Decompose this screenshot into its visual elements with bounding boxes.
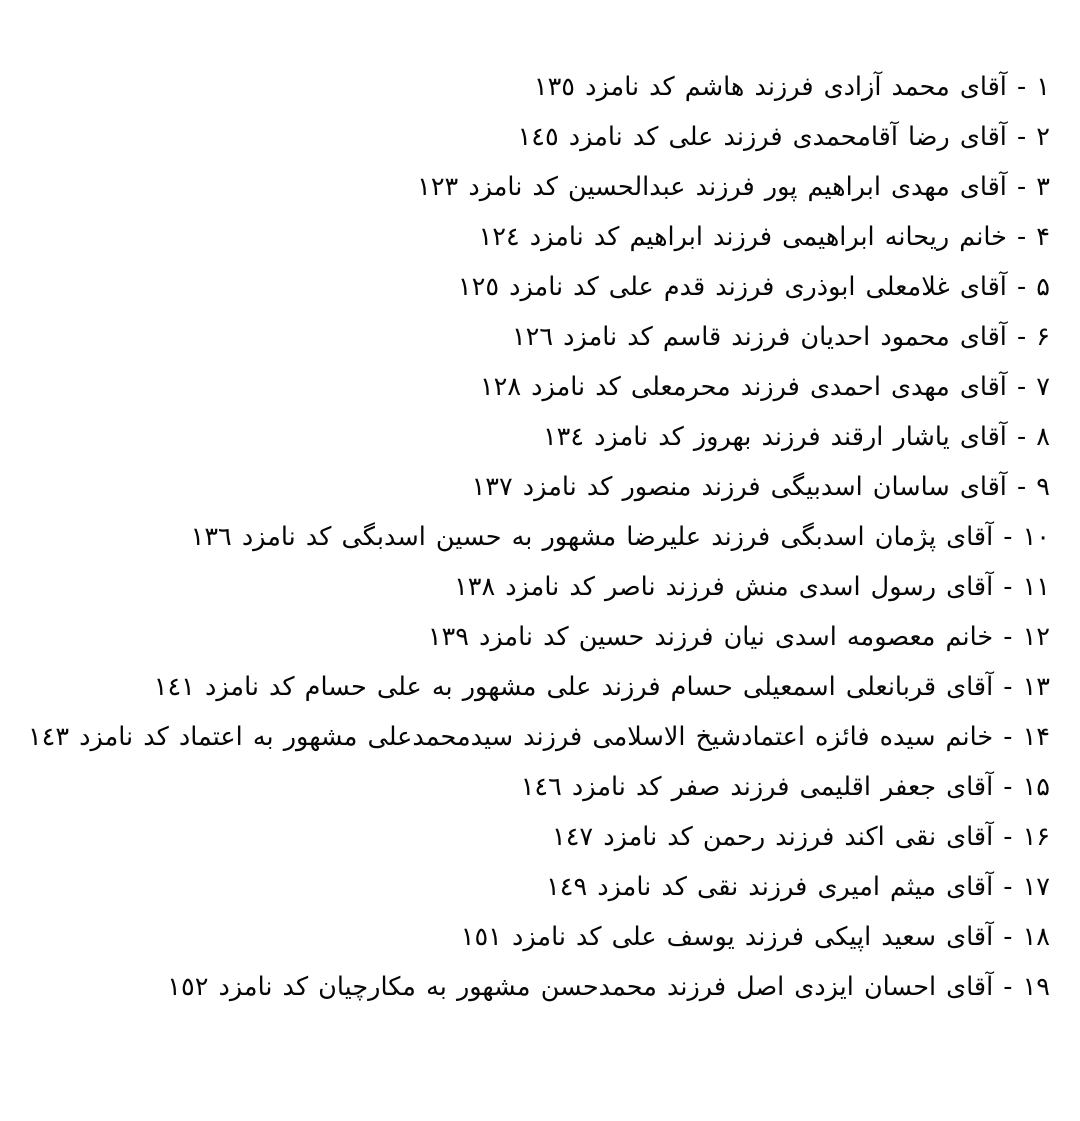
candidate-row-text: آقای رسول اسدی منش فرزند ناصر کد نامزد ١٣٨ bbox=[454, 572, 994, 602]
candidate-row-text: آقای محمد آزادی فرزند هاشم کد نامزد ١٣٥ bbox=[533, 72, 1007, 102]
candidate-row-index: ١ bbox=[1036, 72, 1050, 102]
candidate-row-index: ١۶ bbox=[1022, 822, 1050, 852]
candidate-row bbox=[30, 512, 1050, 562]
candidate-row bbox=[30, 912, 1050, 962]
candidate-row-text: آقای میثم امیری فرزند نقی کد نامزد ١٤٩ bbox=[546, 872, 994, 902]
candidate-row-index: ٣ bbox=[1036, 172, 1050, 202]
candidate-row-separator: - bbox=[1016, 72, 1027, 102]
candidate-row-index: ١۸ bbox=[1022, 922, 1050, 952]
candidate-row-index: ١٢ bbox=[1022, 622, 1050, 652]
candidate-row-index: ١٣ bbox=[1022, 672, 1050, 702]
candidate-row-separator: - bbox=[1016, 322, 1027, 352]
candidate-row-index: ١۷ bbox=[1022, 872, 1050, 902]
candidate-row-text: آقای پژمان اسدبگی فرزند علیرضا مشهور به حسین اسدبگی کد نامزد ١٣٦ bbox=[190, 522, 994, 552]
candidate-row-separator: - bbox=[1003, 972, 1013, 1002]
candidate-row-separator: - bbox=[1003, 772, 1013, 802]
candidate-row-text: آقای رضا آقامحمدی فرزند علی کد نامزد ١٤٥ bbox=[517, 122, 1007, 152]
candidate-row-separator: - bbox=[1016, 222, 1027, 252]
candidate-row bbox=[27, 712, 1050, 762]
candidate-row bbox=[30, 812, 1050, 862]
candidate-row-text: آقای محمود احدیان فرزند قاسم کد نامزد ١٢٦ bbox=[511, 322, 1007, 352]
candidate-row bbox=[30, 412, 1050, 462]
candidate-row bbox=[30, 562, 1050, 612]
candidate-row-separator: - bbox=[1003, 722, 1013, 752]
candidate-row-index: ١۹ bbox=[1022, 972, 1050, 1002]
candidate-row-index: ۵ bbox=[1036, 272, 1050, 302]
candidate-row-text: آقای نقی اکند فرزند رحمن کد نامزد ١٤٧ bbox=[552, 822, 994, 852]
candidate-row-text: آقای احسان ایزدی اصل فرزند محمدحسن مشهور به مکارچیان کد نامزد ١٥٢ bbox=[167, 972, 994, 1002]
candidate-row bbox=[30, 462, 1050, 512]
candidate-row-index: ١۵ bbox=[1022, 772, 1050, 802]
candidate-row-index: ١١ bbox=[1022, 572, 1050, 602]
candidate-row-separator: - bbox=[1003, 922, 1013, 952]
candidate-row bbox=[30, 762, 1050, 812]
candidate-row-text: خانم سیده فائزه اعتمادشیخ الاسلامی فرزند سیدمحمدعلی مشهور به اعتماد کد نامزد ١٤٣ bbox=[27, 722, 994, 752]
candidate-row bbox=[30, 862, 1050, 912]
candidate-row-separator: - bbox=[1003, 872, 1013, 902]
candidate-row bbox=[30, 62, 1050, 112]
candidate-row-text: آقای مهدی ابراهیم پور فرزند عبدالحسین کد نامزد ١٢٣ bbox=[417, 172, 1007, 202]
candidate-row-text: آقای ساسان اسدبیگی فرزند منصور کد نامزد ١٣٧ bbox=[471, 472, 1007, 502]
candidate-row-separator: - bbox=[1003, 672, 1013, 702]
candidate-row-index: ١۴ bbox=[1022, 722, 1050, 752]
candidate-row-index: ۶ bbox=[1036, 322, 1050, 352]
candidate-row-text: آقای سعید اپیکی فرزند یوسف علی کد نامزد ١٥١ bbox=[460, 922, 994, 952]
candidate-row bbox=[30, 262, 1050, 312]
candidate-list bbox=[27, 62, 1050, 1012]
candidate-row bbox=[30, 362, 1050, 412]
candidate-row bbox=[30, 612, 1050, 662]
candidate-row bbox=[30, 662, 1050, 712]
candidate-row-separator: - bbox=[1016, 122, 1027, 152]
candidate-row-text: خانم ریحانه ابراهیمی فرزند ابراهیم کد نامزد ١٢٤ bbox=[478, 222, 1007, 252]
candidate-row-separator: - bbox=[1016, 372, 1027, 402]
candidate-row-separator: - bbox=[1016, 272, 1027, 302]
candidate-row-text: آقای یاشار ارقند فرزند بهروز کد نامزد ١٣٤ bbox=[542, 422, 1007, 452]
candidate-row-separator: - bbox=[1016, 422, 1027, 452]
candidate-row-index: ۷ bbox=[1036, 372, 1050, 402]
candidate-row-separator: - bbox=[1003, 822, 1013, 852]
candidate-row-separator: - bbox=[1003, 522, 1013, 552]
candidate-row-text: آقای غلامعلی ابوذری فرزند قدم علی کد نامزد ١٢٥ bbox=[457, 272, 1007, 302]
candidate-row bbox=[30, 112, 1050, 162]
candidate-row-text: خانم معصومه اسدی نیان فرزند حسین کد نامزد ١٣٩ bbox=[427, 622, 994, 652]
candidate-row-text: آقای جعفر اقلیمی فرزند صفر کد نامزد ١٤٦ bbox=[520, 772, 994, 802]
candidate-row-separator: - bbox=[1003, 572, 1013, 602]
candidate-row-separator: - bbox=[1016, 172, 1027, 202]
candidate-row-index: ۴ bbox=[1036, 222, 1050, 252]
candidate-row-separator: - bbox=[1016, 472, 1027, 502]
candidate-row-index: ١٠ bbox=[1022, 522, 1050, 552]
candidate-row-index: ۹ bbox=[1036, 472, 1050, 502]
candidate-row-index: ٢ bbox=[1036, 122, 1050, 152]
candidate-row bbox=[30, 312, 1050, 362]
candidate-row-index: ۸ bbox=[1036, 422, 1050, 452]
candidate-row bbox=[30, 162, 1050, 212]
candidate-row bbox=[30, 962, 1050, 1012]
candidate-row-text: آقای مهدی احمدی فرزند محرمعلی کد نامزد ١٢٨ bbox=[479, 372, 1007, 402]
candidate-row-text: آقای قربانعلی اسمعیلی حسام فرزند علی مشهور به علی حسام کد نامزد ١٤١ bbox=[153, 672, 994, 702]
candidate-row-separator: - bbox=[1003, 622, 1013, 652]
candidate-row bbox=[30, 212, 1050, 262]
